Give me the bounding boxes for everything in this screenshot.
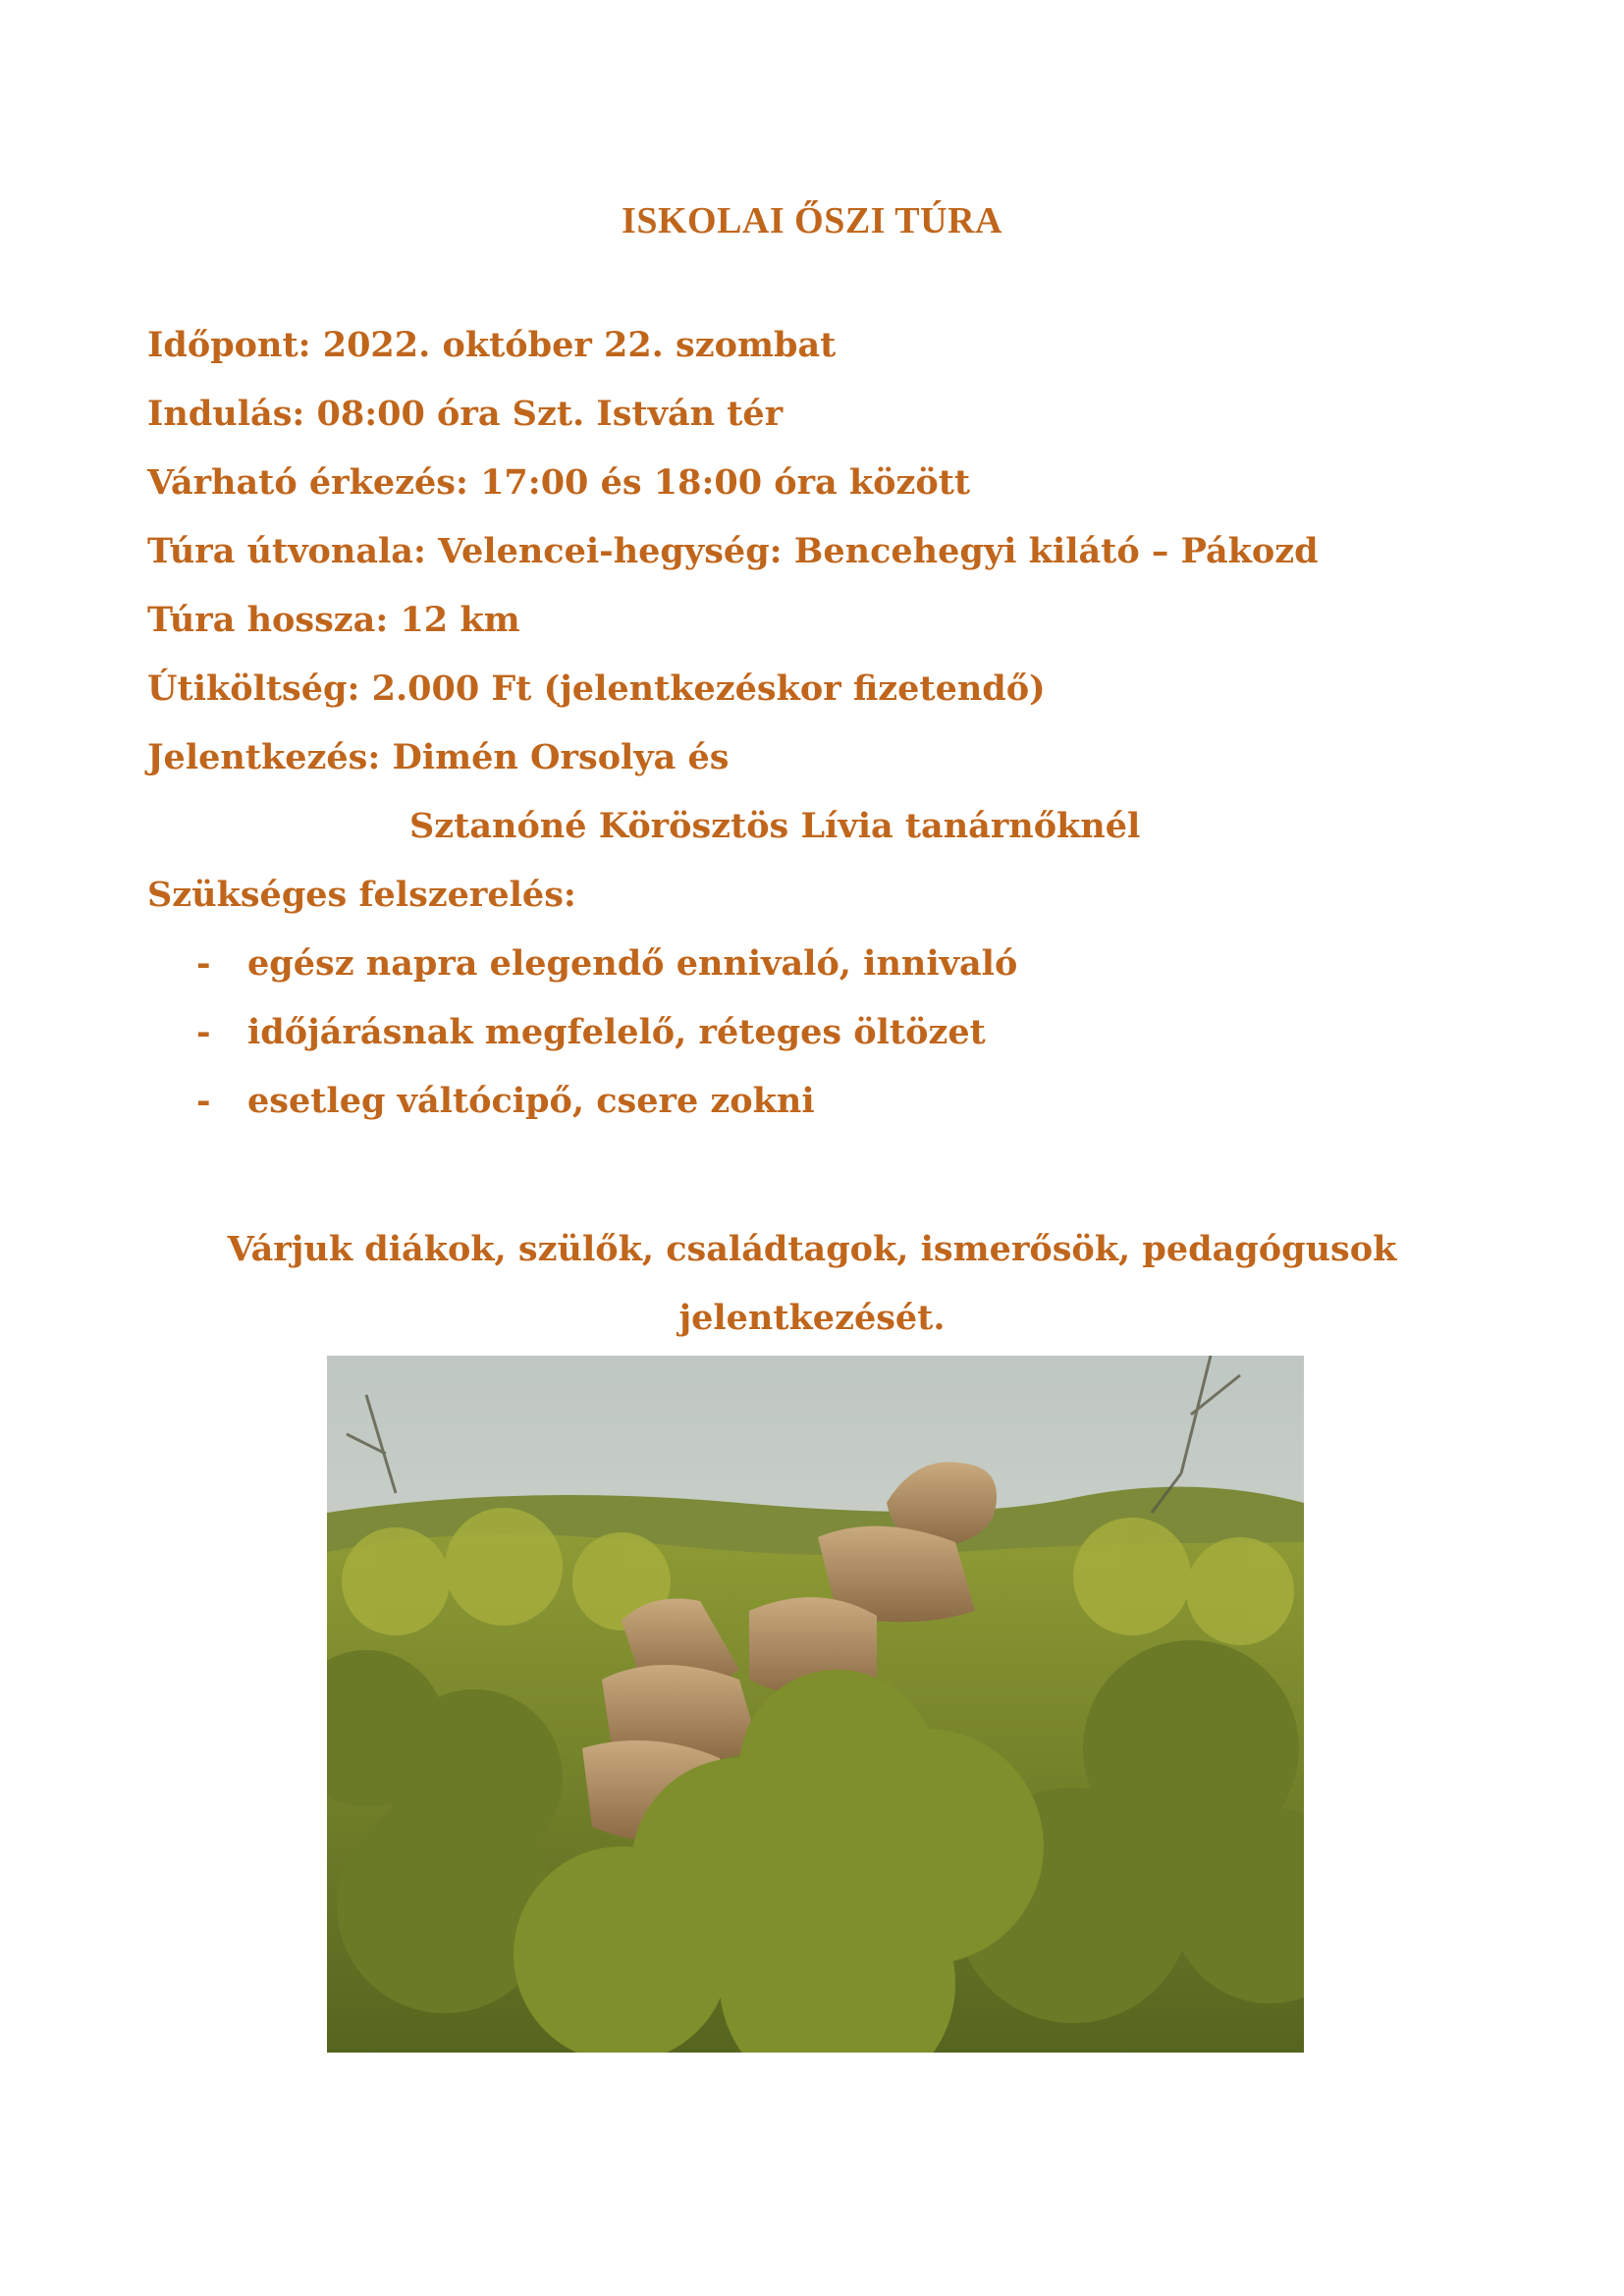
equipment-heading: Szükséges felszerelés:: [147, 875, 576, 915]
list-item: [147, 934, 1502, 1003]
equipment-item-text: időjárásnak megfelelő, réteges öltözet: [247, 1012, 986, 1052]
event-details: [147, 316, 1502, 1141]
landscape-photo-drawing: [327, 1356, 1304, 2053]
closing-message: [0, 1215, 1624, 1353]
detail-registration: Jelentkezés: Dimén Orsolya és: [147, 737, 730, 777]
page-title: ISKOLAI ŐSZI TÚRA: [622, 200, 1002, 241]
detail-route: Túra útvonala: Velencei-hegység: Bencehegyi kilátó – Pákozd: [147, 531, 1319, 571]
closing-line-2: jelentkezését.: [678, 1298, 946, 1338]
detail-date: Időpont: 2022. október 22. szombat: [147, 325, 837, 365]
detail-departure: Indulás: 08:00 óra Szt. István tér: [147, 394, 784, 434]
bullet-dash: -: [196, 943, 211, 984]
closing-line-1: Várjuk diákok, szülők, családtagok, ismerősök, pedagógusok: [227, 1229, 1397, 1269]
bullet-dash: -: [196, 1012, 211, 1052]
detail-cost: Útiköltség: 2.000 Ft (jelentkezéskor fizetendő): [147, 668, 1046, 709]
detail-length: Túra hossza: 12 km: [147, 600, 520, 640]
bullet-dash: -: [196, 1081, 211, 1121]
list-item: [147, 1072, 1502, 1141]
detail-registration-continued: Sztanóné Körösztös Lívia tanárnőknél: [409, 806, 1141, 846]
equipment-item-text: esetleg váltócipő, csere zokni: [247, 1081, 815, 1121]
list-item: [147, 1003, 1502, 1072]
landscape-photo: [327, 1356, 1304, 2053]
equipment-list: [147, 934, 1502, 1141]
detail-arrival: Várható érkezés: 17:00 és 18:00 óra között: [147, 462, 971, 503]
equipment-item-text: egész napra elegendő ennivaló, innivaló: [247, 943, 1018, 984]
